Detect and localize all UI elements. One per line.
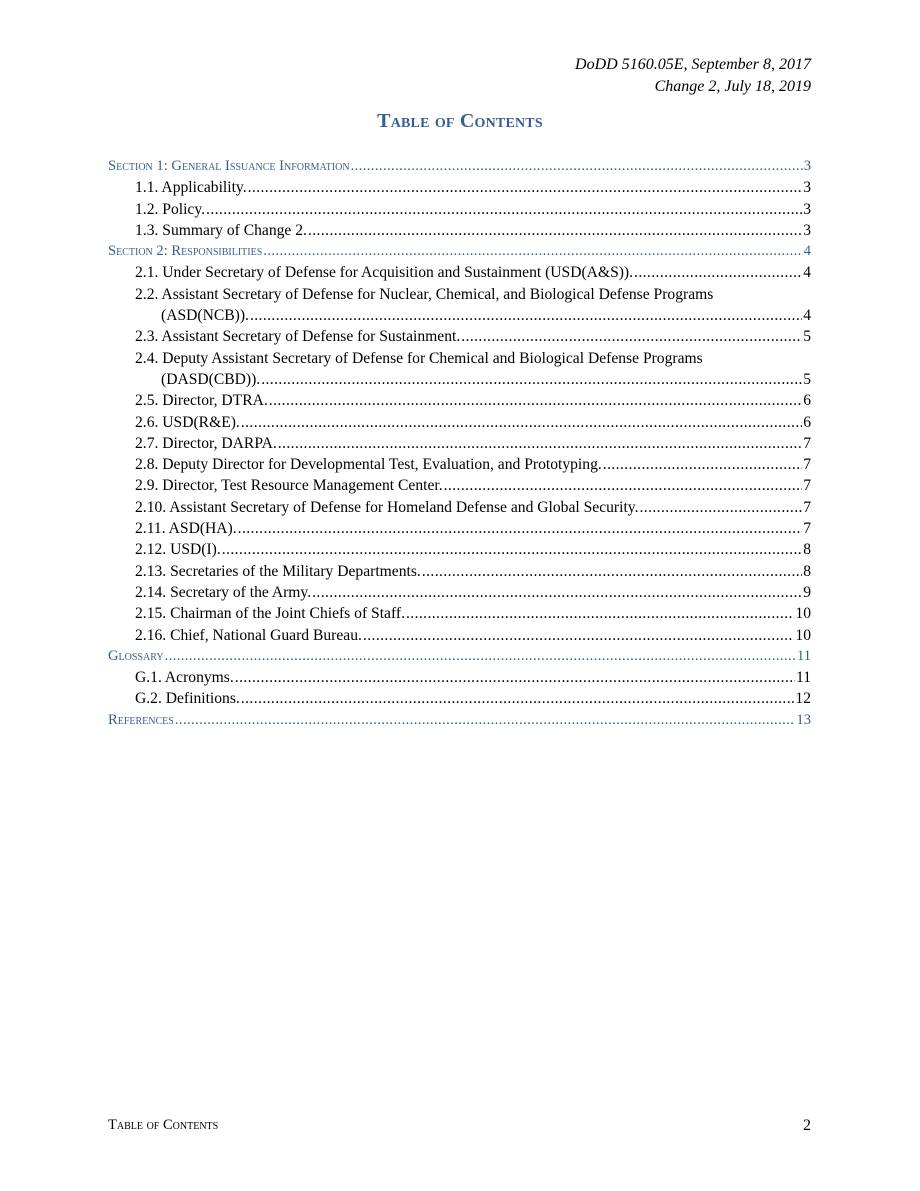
dot-leader xyxy=(235,667,795,688)
toc-glossary[interactable] xyxy=(108,646,811,667)
toc-item-1-2[interactable] xyxy=(108,199,811,220)
toc-item-2-2-line1[interactable]: 2.2. Assistant Secretary of Defense for Nuclear, Chemical, and Biological Defense Programs xyxy=(135,285,714,303)
toc-page-number: 3 xyxy=(803,179,811,197)
toc-page-number: 9 xyxy=(803,583,811,601)
dot-leader xyxy=(206,199,802,220)
toc-item-2-6[interactable] xyxy=(108,412,811,433)
toc-page-number: 10 xyxy=(795,605,811,623)
footer-page-number: 2 xyxy=(803,1117,811,1134)
toc-entry-label: Section 1: General Issuance Information xyxy=(108,158,350,174)
document-id-date: DoDD 5160.05E, September 8, 2017 xyxy=(575,56,811,73)
table-of-contents xyxy=(108,156,811,731)
dot-leader xyxy=(269,390,802,411)
dot-leader xyxy=(461,326,802,347)
toc-page-number: 6 xyxy=(803,413,811,431)
toc-page-number: 8 xyxy=(803,541,811,559)
dot-leader xyxy=(165,646,796,667)
dot-leader xyxy=(308,220,802,241)
toc-entry-label: Section 2: Responsibilities xyxy=(108,243,263,260)
toc-entry-label: 2.3. Assistant Secretary of Defense for Sustainment. xyxy=(135,328,461,346)
toc-item-1-3[interactable] xyxy=(108,220,811,241)
toc-entry-label: 2.7. Director, DARPA. xyxy=(135,434,277,452)
toc-entry-label: 2.16. Chief, National Guard Bureau. xyxy=(135,626,362,644)
toc-page-number: 6 xyxy=(803,392,811,410)
toc-entry-label: 1.2. Policy. xyxy=(135,200,206,218)
toc-section-1[interactable] xyxy=(108,156,811,177)
toc-entry-label: 2.15. Chairman of the Joint Chiefs of Staff. xyxy=(135,605,405,623)
dot-leader xyxy=(278,433,802,454)
toc-entry-label: Glossary xyxy=(108,647,164,664)
toc-entry-label: 2.1. Under Secretary of Defense for Acquisition and Sustainment (USD(A&S)). xyxy=(135,264,634,282)
dot-leader xyxy=(263,241,802,262)
toc-item-g-1[interactable] xyxy=(108,667,811,688)
toc-entry-label: 2.5. Director, DTRA. xyxy=(135,392,268,410)
toc-item-2-8[interactable] xyxy=(108,454,811,475)
toc-page-number: 3 xyxy=(803,221,811,239)
dot-leader xyxy=(351,156,803,177)
toc-page-number: 8 xyxy=(803,562,811,580)
toc-page-number: 7 xyxy=(803,520,811,538)
toc-section-2[interactable] xyxy=(108,241,811,262)
toc-item-1-1[interactable] xyxy=(108,177,811,198)
dot-leader xyxy=(241,688,795,709)
toc-entry-label: 2.9. Director, Test Resource Management Center. xyxy=(135,477,443,495)
dot-leader xyxy=(444,475,803,496)
dot-leader xyxy=(363,625,794,646)
dot-leader xyxy=(261,369,802,390)
toc-entry-label: (ASD(NCB)). xyxy=(161,307,249,325)
toc-page-number: 10 xyxy=(795,626,811,644)
dot-leader xyxy=(634,262,802,283)
toc-entry-label: G.2. Definitions. xyxy=(135,690,240,708)
toc-entry-label: 2.8. Deputy Director for Developmental Test, Evaluation, and Prototyping. xyxy=(135,456,602,474)
toc-entry-label: 1.1. Applicability. xyxy=(135,179,247,197)
dot-leader xyxy=(175,710,796,731)
toc-page-number: 5 xyxy=(803,370,811,388)
dot-leader xyxy=(422,561,802,582)
toc-item-2-13[interactable] xyxy=(108,561,811,582)
page-title: Table of Contents xyxy=(377,110,543,132)
toc-item-2-4-line2[interactable] xyxy=(108,369,811,390)
toc-item-2-3[interactable] xyxy=(108,326,811,347)
footer-section-label: Table of Contents xyxy=(108,1117,219,1133)
dot-leader xyxy=(639,497,802,518)
toc-item-2-7[interactable] xyxy=(108,433,811,454)
toc-page-number: 4 xyxy=(803,264,811,282)
toc-page-number: 12 xyxy=(795,690,811,708)
toc-entry-label: 2.14. Secretary of the Army. xyxy=(135,583,312,601)
toc-page-number: 7 xyxy=(803,434,811,452)
dot-leader xyxy=(238,518,803,539)
dot-leader xyxy=(248,177,803,198)
toc-entry-label: 2.6. USD(R&E). xyxy=(135,413,240,431)
toc-page-number: 7 xyxy=(803,477,811,495)
toc-entry-label: 2.12. USD(I). xyxy=(135,541,221,559)
toc-item-g-2[interactable] xyxy=(108,688,811,709)
page-footer xyxy=(108,1117,811,1135)
toc-entry-label: 2.13. Secretaries of the Military Departments. xyxy=(135,562,421,580)
document-header xyxy=(575,54,811,98)
toc-item-2-1[interactable] xyxy=(108,262,811,283)
toc-item-2-5[interactable] xyxy=(108,390,811,411)
toc-page-number: 3 xyxy=(803,158,811,174)
toc-entry-label: 2.11. ASD(HA). xyxy=(135,520,237,538)
toc-item-2-4-line1[interactable]: 2.4. Deputy Assistant Secretary of Defense for Chemical and Biological Defense Programs xyxy=(135,349,703,367)
toc-page-number: 4 xyxy=(803,307,811,325)
toc-page-number: 13 xyxy=(796,711,811,728)
change-date: Change 2, July 18, 2019 xyxy=(654,78,811,95)
toc-references[interactable] xyxy=(108,710,811,731)
toc-page-number: 7 xyxy=(803,498,811,516)
toc-page-number: 7 xyxy=(803,456,811,474)
dot-leader xyxy=(250,305,802,326)
dot-leader xyxy=(312,582,802,603)
toc-page-number: 4 xyxy=(803,243,811,260)
toc-entry-label: (DASD(CBD)). xyxy=(161,370,261,388)
toc-entry-label: 2.10. Assistant Secretary of Defense for Homeland Defense and Global Security. xyxy=(135,498,639,516)
toc-item-2-9[interactable] xyxy=(108,475,811,496)
toc-page-number: 5 xyxy=(803,328,811,346)
toc-page-number: 3 xyxy=(803,200,811,218)
toc-item-2-14[interactable] xyxy=(108,582,811,603)
toc-page-number: 11 xyxy=(796,647,811,664)
dot-leader xyxy=(222,539,802,560)
toc-item-2-11[interactable] xyxy=(108,518,811,539)
toc-item-2-12[interactable] xyxy=(108,539,811,560)
toc-item-2-16[interactable] xyxy=(108,625,811,646)
toc-entry-label: 1.3. Summary of Change 2. xyxy=(135,221,307,239)
toc-item-2-15[interactable] xyxy=(108,603,811,624)
toc-page-number: 11 xyxy=(795,669,811,687)
dot-leader xyxy=(603,454,802,475)
dot-leader xyxy=(241,412,802,433)
toc-entry-label: References xyxy=(108,711,174,728)
toc-item-2-10[interactable] xyxy=(108,497,811,518)
dot-leader xyxy=(406,603,794,624)
toc-entry-label: G.1. Acronyms. xyxy=(135,669,234,687)
toc-item-2-2-line2[interactable] xyxy=(108,305,811,326)
